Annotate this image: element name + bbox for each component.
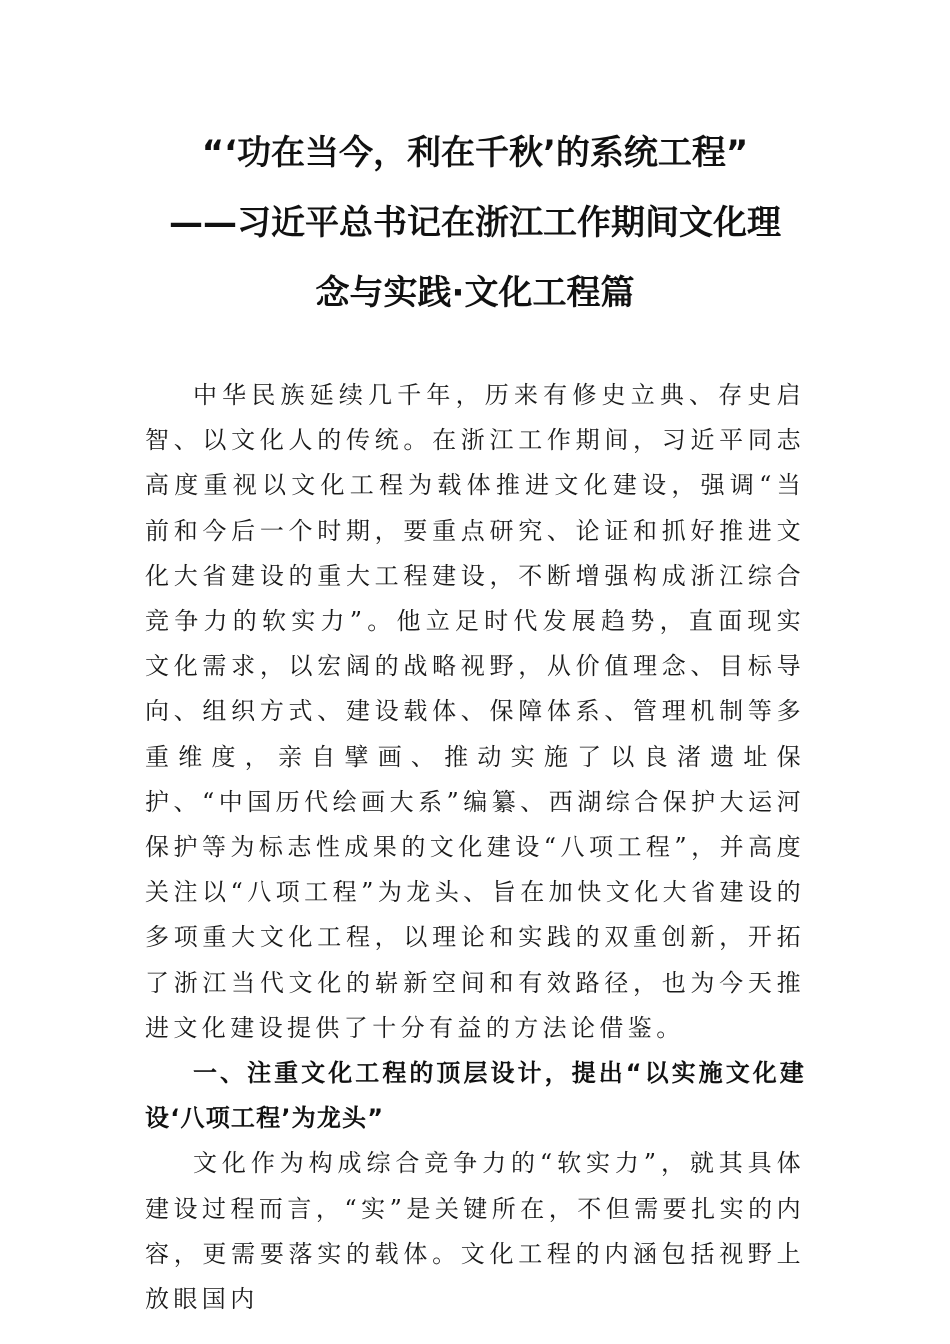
title-line-3: 念与实践·文化工程篇 [315, 273, 635, 313]
section-1-paragraph: 文化作为构成综合竞争力的“软实力”，就其具体建设过程而言，“实”是关键所在，不但需要扎实的内容，更需要落实的载体。文化工程的内涵包括视野上放眼国内 [145, 1149, 805, 1314]
title-line-2: ——习近平总书记在浙江工作期间文化理 [169, 203, 781, 243]
section-heading-1: 一、注重文化工程的顶层设计，提出“以实施文化建设‘八项工程’为龙头” [145, 1059, 805, 1133]
intro-paragraph: 中华民族延续几千年，历来有修史立典、存史启智、以文化人的传统。在浙江工作期间，习近平同志高度重视以文化工程为载体推进文化建设，强调“当前和今后一个时期，要重点研究、论证和抓好推进文化大省建设的重大工程建设，不断增强构成浙江综合竞争力的软实力”。他立足时代发展趋势，直面现实文化需求，以宏阔的战略视野，从价值理念、目标导向、组织方式、建设载体、保障体系、管理机制等多重维度，亲自擘画、推动实施了以良渚遗址保护、“中国历代绘画大系”编纂、西湖综合保护大运河保护等为标志性成果的文化建设“八项工程”，并高度关注以“八项工程”为龙头、旨在加快文化大省建设的多项重大文化工程，以理论和实践的双重创新，开拓了浙江当代文化的崭新空间和有效路径，也为今天推进文化建设提供了十分有益的方法论借鉴。 [145, 381, 805, 1042]
title-line-1: “‘功在当今，利在千秋’的系统工程” [201, 133, 749, 173]
document-title [145, 118, 805, 328]
document-body [145, 373, 805, 1322]
